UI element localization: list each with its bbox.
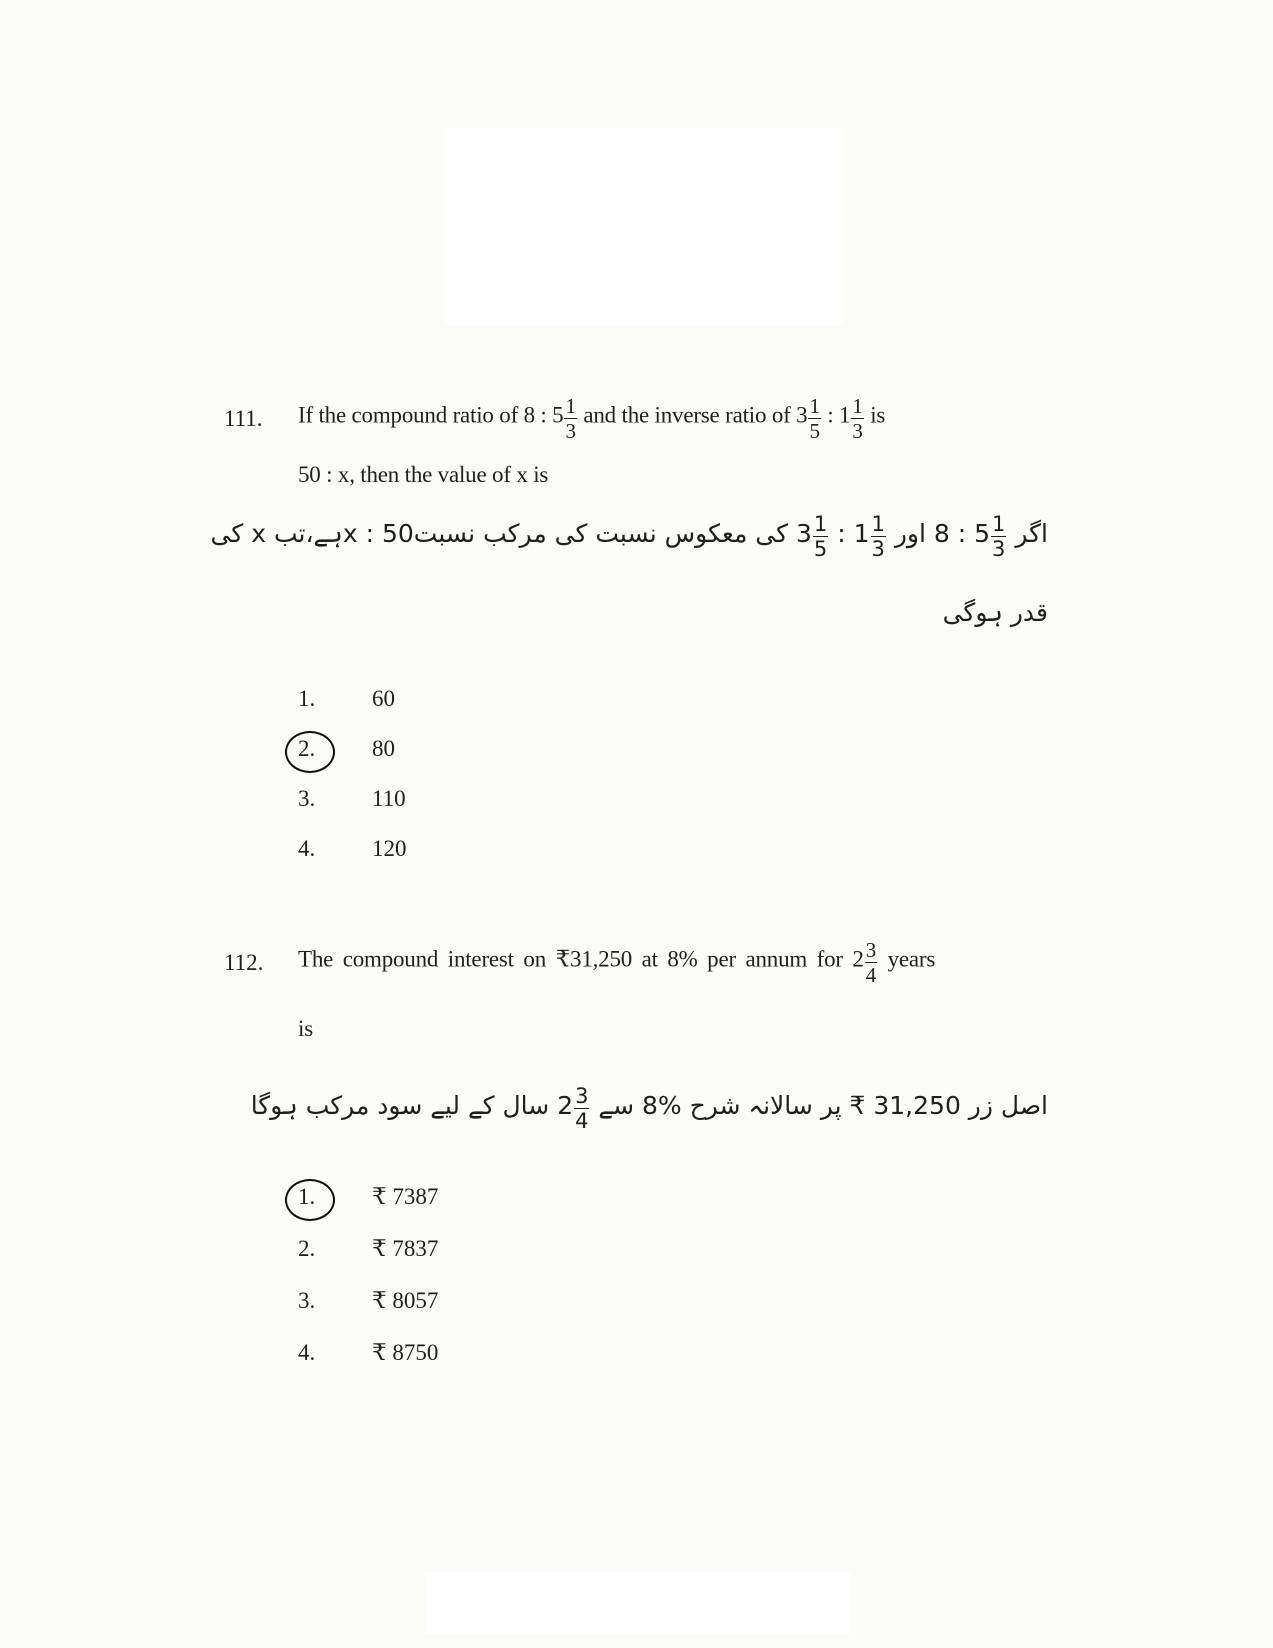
- question-text-english-line1: The compound interest on ₹31,250 at 8% per annum for 2 $\frac{3}{4}$ years: [298, 938, 936, 987]
- fraction: $\frac{1}{3}$: [565, 394, 576, 443]
- fraction: $\frac{1}{3}$: [852, 394, 863, 443]
- fraction: $\frac{1}{5}$: [809, 394, 820, 443]
- option-number: 2.: [298, 1236, 316, 1261]
- rupee-icon: ₹: [555, 946, 571, 972]
- question-text-urdu: اصل زر ₹ 31,250 پر سالانہ شرح 8% سے 2 $\frac{3}{4}$ سال کے لیے سود مرکب ہوگا: [250, 1084, 1048, 1133]
- option-value: ₹ 7387: [372, 1184, 439, 1209]
- option-number: 3.: [298, 786, 316, 811]
- option-value: 80: [372, 736, 395, 761]
- question-text-english-line2: 50 : x, then the value of x is: [298, 462, 549, 487]
- fraction: $\frac{3}{4}$: [865, 938, 877, 987]
- question-number: 112.: [224, 950, 264, 975]
- option-value: 60: [372, 686, 395, 711]
- option-value: ₹ 8750: [372, 1340, 439, 1365]
- option-value: 120: [372, 836, 407, 861]
- option-number: 4.: [298, 836, 316, 861]
- option-value: ₹ 8057: [372, 1288, 439, 1313]
- question-text-urdu-line2: قدر ہوگی: [942, 598, 1048, 627]
- blank-header-patch: [445, 128, 843, 325]
- option-value: ₹ 7837: [372, 1236, 439, 1261]
- option-number: 3.: [298, 1288, 316, 1313]
- option-value: 110: [372, 786, 406, 811]
- question-text-english-line2: is: [298, 1016, 313, 1041]
- blank-footer-patch: [425, 1572, 850, 1634]
- option-number: 4.: [298, 1340, 316, 1365]
- question-text-english-line1: If the compound ratio of 8 : 5 $\frac{1}{3}$ and the inverse ratio of 3 $\frac{1}{5}$ : 1 $\frac{1}{3}$ is: [298, 394, 886, 443]
- question-text-urdu-line1: اگر 8 : 5 $\frac{1}{3}$ اور 3 $\frac{1}{5}$ : 1 $\frac{1}{3}$ کی معکوس نسبت کی مرکب نسبتx : 50ہے،تب x کی: [210, 512, 1048, 561]
- question-number: 111.: [224, 406, 263, 431]
- option-number: 2.: [298, 736, 316, 761]
- option-number: 1.: [298, 686, 316, 711]
- option-number: 1.: [298, 1184, 316, 1209]
